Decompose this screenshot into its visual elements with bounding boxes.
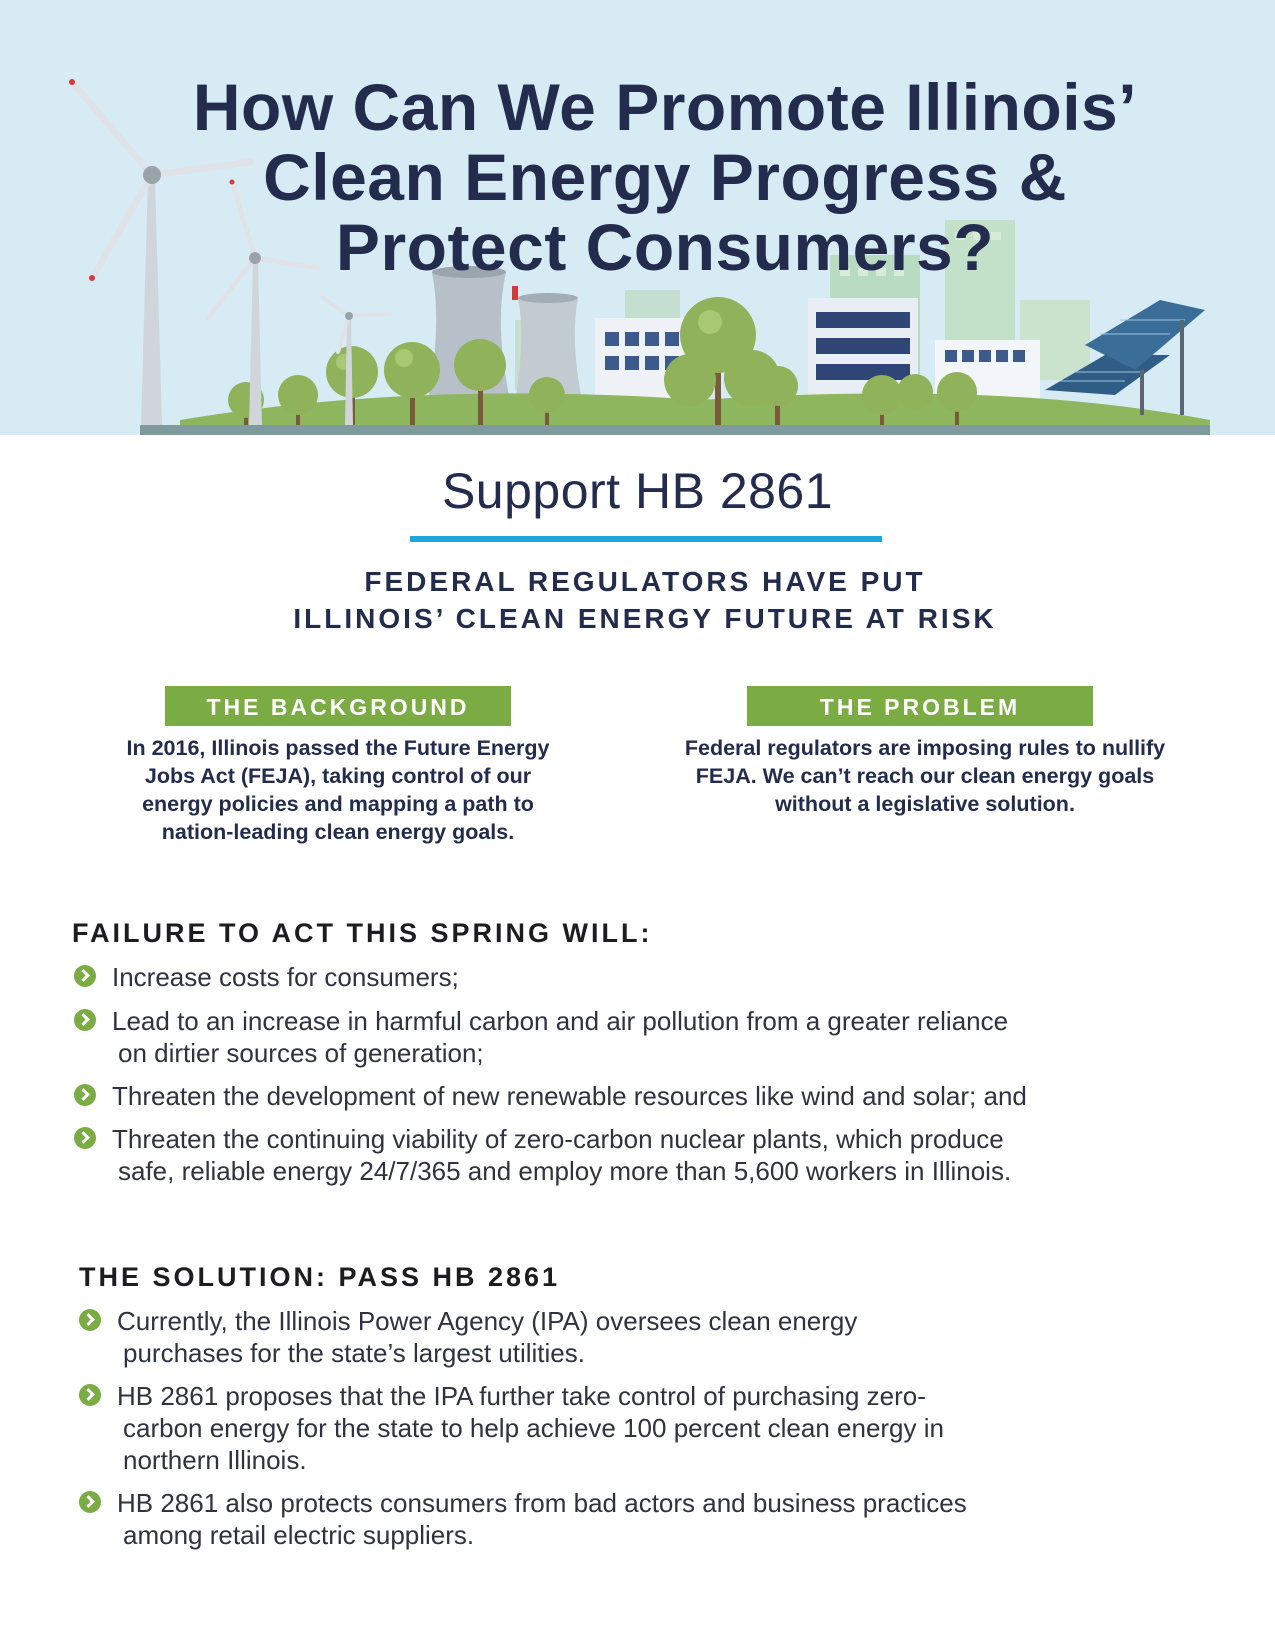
list-item-text: Increase costs for consumers; (112, 962, 459, 992)
problem-line: FEJA. We can’t reach our clean energy goals (695, 764, 1155, 788)
problem-line: Federal regulators are imposing rules to nullify (684, 736, 1166, 760)
risk-line-2: ILLINOIS’ CLEAN ENERGY FUTURE AT RISK (293, 603, 997, 634)
title-line-2: Clean Energy Progress & (263, 140, 1067, 214)
background-line: nation-leading clean energy goals. (161, 820, 515, 844)
problem-label: THE PROBLEM (747, 686, 1093, 726)
list-item-text: among retail electric suppliers. (123, 1520, 475, 1550)
list-item (117, 1305, 1217, 1369)
list-item (112, 1123, 1232, 1187)
chevron-right-circle-icon (79, 1309, 101, 1331)
background-text (60, 734, 616, 846)
list-item (112, 1005, 1232, 1069)
list-item (117, 1380, 1217, 1476)
list-item-text: Threaten the continuing viability of zero-carbon nuclear plants, which produce (112, 1124, 1004, 1154)
list-item-text: HB 2861 also protects consumers from bad actors and business practices (117, 1488, 967, 1518)
title-line-3: Protect Consumers? (335, 210, 995, 284)
hero-banner (0, 0, 1275, 435)
problem-text (630, 734, 1220, 818)
failure-heading: FAILURE TO ACT THIS SPRING WILL: (72, 918, 653, 948)
list-item-text: on dirtier sources of generation; (118, 1038, 484, 1068)
list-item-text: Currently, the Illinois Power Agency (IPA) oversees clean energy (117, 1306, 858, 1336)
chevron-right-circle-icon (74, 1127, 96, 1149)
chevron-right-circle-icon (74, 1009, 96, 1031)
support-heading: Support HB 2861 (441, 463, 834, 519)
list-item-text: Lead to an increase in harmful carbon and air pollution from a greater reliance (112, 1006, 1009, 1036)
list-item-text: northern Illinois. (123, 1445, 307, 1475)
risk-statement (0, 563, 1275, 637)
solution-heading: THE SOLUTION: PASS HB 2861 (79, 1262, 561, 1292)
list-item-text: carbon energy for the state to help achieve 100 percent clean energy in (123, 1413, 944, 1443)
chevron-right-circle-icon (74, 965, 96, 987)
chevron-right-circle-icon (79, 1491, 101, 1513)
background-line: In 2016, Illinois passed the Future Energy (126, 736, 550, 760)
list-item-text: HB 2861 proposes that the IPA further take control of purchasing zero- (117, 1381, 926, 1411)
failure-list (112, 961, 1232, 1187)
background-line: energy policies and mapping a path to (142, 792, 534, 816)
background-label: THE BACKGROUND (165, 686, 511, 726)
cooling-towers (428, 266, 582, 400)
list-item-text: purchases for the state’s largest utilities. (123, 1338, 585, 1368)
solution-list (117, 1305, 1217, 1551)
chevron-right-circle-icon (79, 1384, 101, 1406)
title-line-1: How Can We Promote Illinois’ (192, 70, 1138, 144)
background-line: Jobs Act (FEJA), taking control of our (144, 764, 532, 788)
page-title (90, 72, 1240, 282)
list-item (112, 961, 1232, 993)
list-item (117, 1487, 1217, 1551)
list-item-text: safe, reliable energy 24/7/365 and employ more than 5,600 workers in Illinois. (118, 1156, 1012, 1186)
heading-divider (410, 536, 882, 542)
chevron-right-circle-icon (74, 1084, 96, 1106)
list-item (112, 1080, 1232, 1112)
risk-line-1: FEDERAL REGULATORS HAVE PUT (364, 566, 926, 597)
list-item-text: Threaten the development of new renewable resources like wind and solar; and (112, 1081, 1027, 1111)
problem-line: without a legislative solution. (775, 792, 1075, 816)
